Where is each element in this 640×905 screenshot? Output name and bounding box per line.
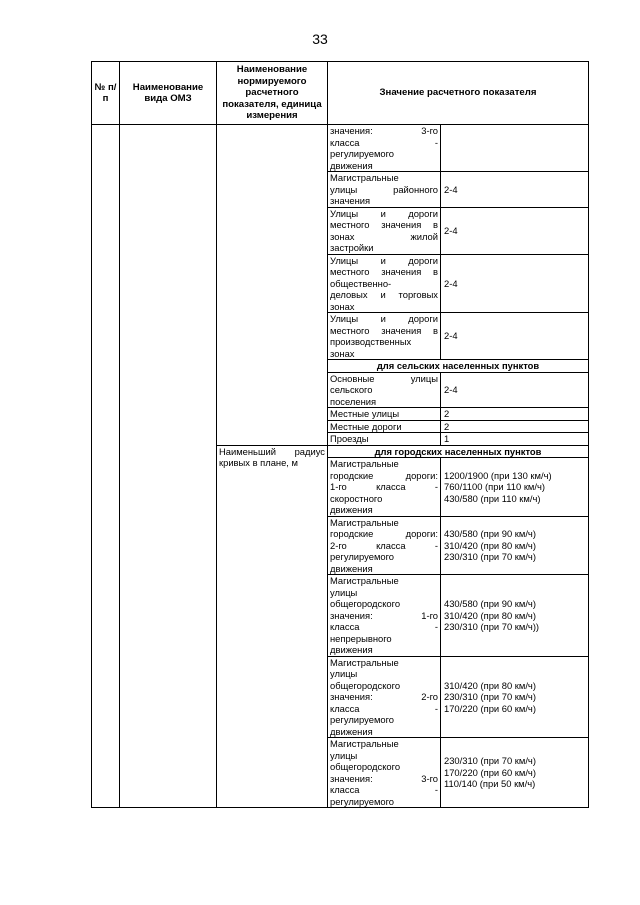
road-type-line: 1-го класса - [330,481,438,492]
road-type-line: деловых и торговых [330,289,438,300]
road-type-line: значения: 2-го [330,691,438,702]
header-value: Значение расчетного показателя [328,62,589,125]
road-type-cell [328,420,441,433]
road-type-line: регулируемого [330,714,395,725]
road-type-line: Магистральные [330,656,399,668]
road-type-line: местного значения в [330,324,438,336]
subheading-cell: для городских населенных пунктов [328,445,589,458]
value-cell [441,656,589,738]
road-type-line: улицы [330,668,358,679]
value-line: 310/420 (при 80 км/ч) [444,609,536,621]
value-line: 430/580 (при 90 км/ч) [444,598,536,609]
table-body [92,125,589,808]
value-line: 2-4 [444,224,458,236]
road-type-cell [328,207,441,254]
road-type-line: Улицы и дороги [330,207,438,219]
value-line: 310/420 (при 80 км/ч) [444,679,536,691]
road-type-line: 2-го класса - [330,539,438,551]
indicator-cell-prev [217,125,328,446]
road-type-line: регулируемого [330,551,395,562]
value-line: 110/140 (при 50 км/ч) [444,778,536,790]
value-line: 2-4 [444,277,458,289]
road-type-line: значения: 3-го [330,772,438,784]
value-cell [441,516,589,575]
road-type-cell [328,458,441,517]
road-type-line: поселения [330,395,377,407]
road-type-cell [328,254,441,313]
value-cell [441,313,589,360]
road-type-line: Магистральные [330,458,399,469]
road-type-line: Магистральные [330,516,399,528]
value-cell [441,408,589,421]
road-type-line: движения [330,159,373,171]
road-type-line: Улицы и дороги [330,313,438,324]
road-type-cell [328,408,441,421]
road-type-line: общегородского [330,679,401,691]
value-cell [441,738,589,808]
value-line: 2-4 [444,183,458,195]
value-line: 310/420 (при 80 км/ч) [444,539,536,551]
road-type-line: движения [330,644,373,655]
value-line: 170/220 (при 60 км/ч) [444,766,536,778]
value-line: 760/1100 (при 110 км/ч) [444,481,545,492]
road-type-line: Магистральные [330,575,399,586]
road-type-line: городские дороги: [330,469,438,481]
indicator-cell: Наименьший радиус кривых в плане, м [217,445,328,808]
road-type-line: класса - [330,621,438,632]
table-row [92,125,589,172]
road-type-line: движения [330,725,373,737]
value-line: 230/310 (при 70 км/ч) [444,755,536,767]
value-line: 230/310 (при 70 км/ч) [444,691,536,702]
value-cell [441,172,589,208]
road-type-line: Основные улицы [330,372,438,384]
road-type-line: зонах [330,347,355,359]
value-line: 230/310 (при 70 км/ч) [444,551,536,562]
value-cell [441,433,589,446]
value-cell [441,575,589,657]
road-type-cell [328,313,441,360]
road-type-line: движения [330,562,373,574]
road-type-line: класса - [330,702,438,714]
road-type-line: зонах жилой [330,230,438,242]
road-type-cell [328,656,441,738]
value-line: 2-4 [444,330,458,342]
header-indicator: Наименование нормируемого расчетного показателя, единица измерения [217,62,328,125]
value-line: 2 [444,420,450,432]
kind-cell [120,125,217,808]
road-type-cell [328,516,441,575]
road-type-line: улицы [330,749,358,761]
table-header-row [92,62,589,125]
value-cell [441,254,589,313]
road-type-line: скоростного [330,492,383,504]
value-cell [441,420,589,433]
road-type-cell [328,372,441,408]
value-cell [441,372,589,408]
road-type-line: Улицы и дороги [330,254,438,266]
road-type-line: Проезды [330,433,369,444]
road-type-line: регулируемого [330,148,395,159]
road-type-cell [328,738,441,808]
road-type-line: застройки [330,242,374,253]
road-type-line: улицы [330,586,358,598]
road-type-line: непрерывного [330,632,392,644]
road-type-line: Местные дороги [330,420,402,432]
header-kind: Наименование вида ОМЗ [120,62,217,125]
road-type-line: зонах [330,300,355,312]
road-type-cell [328,125,441,172]
road-type-cell [328,575,441,657]
header-num: № п/п [92,62,120,125]
value-cell [441,125,589,172]
road-type-line: значения: 3-го [330,125,438,136]
road-type-line: производственных [330,336,412,347]
subheading-cell: для сельских населенных пунктов [328,360,589,373]
road-type-line: общественно- [330,277,392,289]
road-type-line: Местные улицы [330,408,400,419]
num-cell [92,125,120,808]
value-line: 2-4 [444,384,458,395]
value-line: 1 [444,433,450,444]
road-type-line: общегородского [330,761,401,772]
value-line: 430/580 (при 110 км/ч) [444,492,541,504]
norms-table [91,61,589,808]
road-type-line: общегородского [330,598,401,609]
value-line: 1200/1900 (при 130 км/ч) [444,469,552,481]
road-type-line: сельского [330,384,373,395]
road-type-line: значения [330,195,371,206]
road-type-line: класса - [330,136,438,148]
road-type-line: значения: 1-го [330,609,438,621]
page-number: 33 [312,31,328,47]
value-line: 430/580 (при 90 км/ч) [444,528,536,539]
value-line: 2 [444,408,450,419]
road-type-line: улицы районного [330,183,438,195]
road-type-cell [328,172,441,208]
road-type-line: местного значения в [330,266,438,277]
value-cell [441,207,589,254]
road-type-line: движения [330,504,373,515]
road-type-line: Магистральные [330,172,399,183]
value-cell [441,458,589,517]
road-type-line: класса - [330,784,438,795]
value-line: 230/310 (при 70 км/ч)) [444,621,540,632]
road-type-line: местного значения в [330,219,438,230]
value-line: 170/220 (при 60 км/ч) [444,702,536,714]
road-type-line: городские дороги: [330,528,438,539]
road-type-line: Магистральные [330,738,399,749]
road-type-line: регулируемого [330,795,395,807]
road-type-cell [328,433,441,446]
